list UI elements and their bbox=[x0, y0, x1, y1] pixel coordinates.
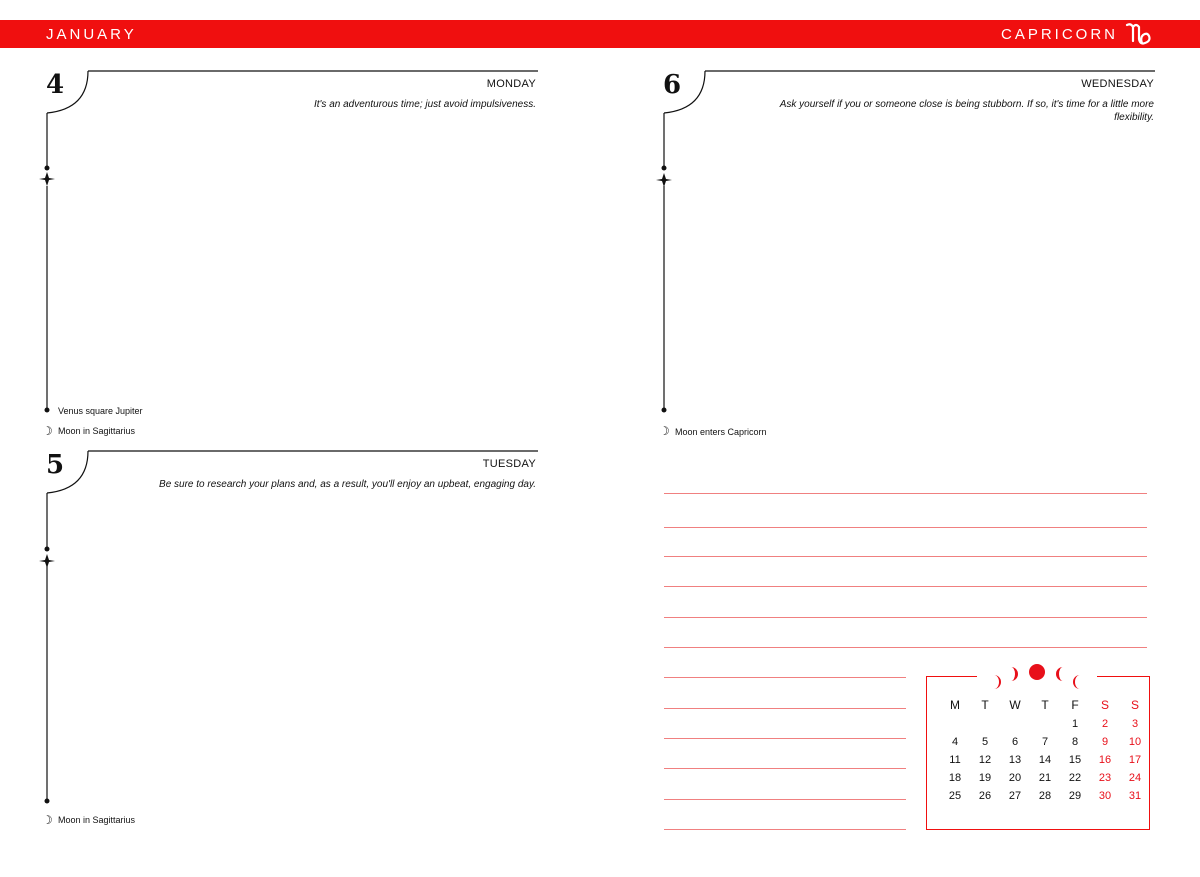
writing-line bbox=[664, 829, 906, 830]
calendar-day: 31 bbox=[1128, 790, 1142, 802]
moon-phase-icon bbox=[994, 675, 1001, 689]
day-quote: It's an adventurous time; just avoid impulsiveness. bbox=[313, 99, 536, 110]
writing-line bbox=[664, 617, 1147, 618]
calendar-day: 7 bbox=[1041, 736, 1049, 748]
calendar-day bbox=[1000, 718, 1030, 736]
calendar-day bbox=[1030, 718, 1060, 736]
calendar-weekday: S bbox=[1130, 698, 1139, 712]
calendar-day: 22 bbox=[1068, 772, 1082, 784]
calendar-day bbox=[940, 718, 970, 736]
calendar-weekday: F bbox=[1071, 698, 1079, 712]
astro-event: Moon in Sagittarius bbox=[58, 426, 136, 436]
month-title: JANUARY bbox=[46, 26, 137, 43]
zodiac-sign-title: CAPRICORN bbox=[1000, 26, 1118, 43]
calendar-day: 20 bbox=[1008, 772, 1022, 784]
writing-line bbox=[664, 738, 906, 739]
calendar-weekday: T bbox=[981, 698, 989, 712]
moon-icon: ☽ bbox=[42, 424, 53, 438]
calendar-weekday: W bbox=[1009, 698, 1021, 712]
calendar-day: 6 bbox=[1011, 736, 1019, 748]
calendar-day: 27 bbox=[1008, 790, 1022, 802]
calendar-week-row bbox=[940, 790, 1150, 808]
calendar-day: 18 bbox=[948, 772, 962, 784]
calendar-day: 5 bbox=[981, 736, 989, 748]
calendar-weekday: T bbox=[1041, 698, 1049, 712]
astro-event: Moon in Sagittarius bbox=[58, 815, 136, 825]
calendar-week-row bbox=[940, 736, 1150, 754]
calendar-day: 4 bbox=[951, 736, 959, 748]
calendar-day: 16 bbox=[1098, 754, 1112, 766]
day-name: TUESDAY bbox=[482, 458, 536, 470]
calendar-day: 1 bbox=[1071, 718, 1079, 730]
writing-line bbox=[664, 527, 1147, 528]
calendar-day: 24 bbox=[1128, 772, 1142, 784]
moon-icon: ☽ bbox=[42, 813, 53, 827]
calendar-day: 29 bbox=[1068, 790, 1082, 802]
moon-phase-icon bbox=[1029, 664, 1045, 680]
astro-event: Venus square Jupiter bbox=[58, 406, 143, 416]
writing-line bbox=[664, 586, 1147, 587]
calendar-week-row bbox=[940, 754, 1150, 772]
calendar-weekday: M bbox=[950, 698, 960, 712]
writing-line bbox=[664, 799, 906, 800]
moon-phases bbox=[977, 662, 1097, 692]
writing-line bbox=[664, 647, 1147, 648]
calendar-day bbox=[970, 718, 1000, 736]
day-number: 6 bbox=[663, 70, 682, 100]
calendar-day: 30 bbox=[1098, 790, 1112, 802]
calendar-day: 8 bbox=[1071, 736, 1079, 748]
calendar-day: 21 bbox=[1038, 772, 1052, 784]
calendar-day: 17 bbox=[1128, 754, 1142, 766]
writing-line bbox=[664, 768, 906, 769]
day-name: WEDNESDAY bbox=[1081, 78, 1154, 90]
writing-line bbox=[664, 708, 906, 709]
day-quote: Ask yourself if you or someone close is being stubborn. If so, it's time for a little more flexibility. bbox=[779, 99, 1154, 123]
calendar-day: 9 bbox=[1101, 736, 1109, 748]
calendar-day: 28 bbox=[1038, 790, 1052, 802]
calendar-day: 2 bbox=[1101, 718, 1109, 730]
calendar-day: 26 bbox=[978, 790, 992, 802]
calendar-day: 15 bbox=[1068, 754, 1082, 766]
calendar-weekday-row bbox=[940, 698, 1150, 716]
calendar-week-row bbox=[940, 718, 1150, 736]
writing-line bbox=[664, 556, 1147, 557]
moon-icon: ☽ bbox=[659, 424, 670, 438]
calendar-day: 14 bbox=[1038, 754, 1052, 766]
moon-phase-icon bbox=[1073, 675, 1080, 689]
calendar-weekday: S bbox=[1100, 698, 1109, 712]
calendar-day: 23 bbox=[1098, 772, 1112, 784]
calendar-day: 11 bbox=[949, 754, 961, 766]
writing-line bbox=[664, 677, 906, 678]
moon-phase-icon bbox=[1011, 667, 1018, 681]
day-number: 4 bbox=[46, 70, 65, 100]
writing-line bbox=[664, 493, 1147, 494]
day-name: MONDAY bbox=[486, 78, 536, 90]
astro-event: Moon enters Capricorn bbox=[675, 427, 767, 437]
calendar-week-row bbox=[940, 772, 1150, 790]
calendar-day: 3 bbox=[1131, 718, 1139, 730]
calendar-grid bbox=[940, 698, 1150, 808]
calendar-day: 13 bbox=[1008, 754, 1022, 766]
calendar-day: 12 bbox=[978, 754, 992, 766]
day-quote: Be sure to research your plans and, as a result, you'll enjoy an upbeat, engaging day. bbox=[159, 479, 536, 490]
calendar-day: 19 bbox=[978, 772, 992, 784]
day-number: 5 bbox=[46, 450, 65, 480]
calendar-day: 10 bbox=[1128, 736, 1142, 748]
calendar-day: 25 bbox=[948, 790, 962, 802]
moon-phase-icon bbox=[1056, 667, 1063, 681]
